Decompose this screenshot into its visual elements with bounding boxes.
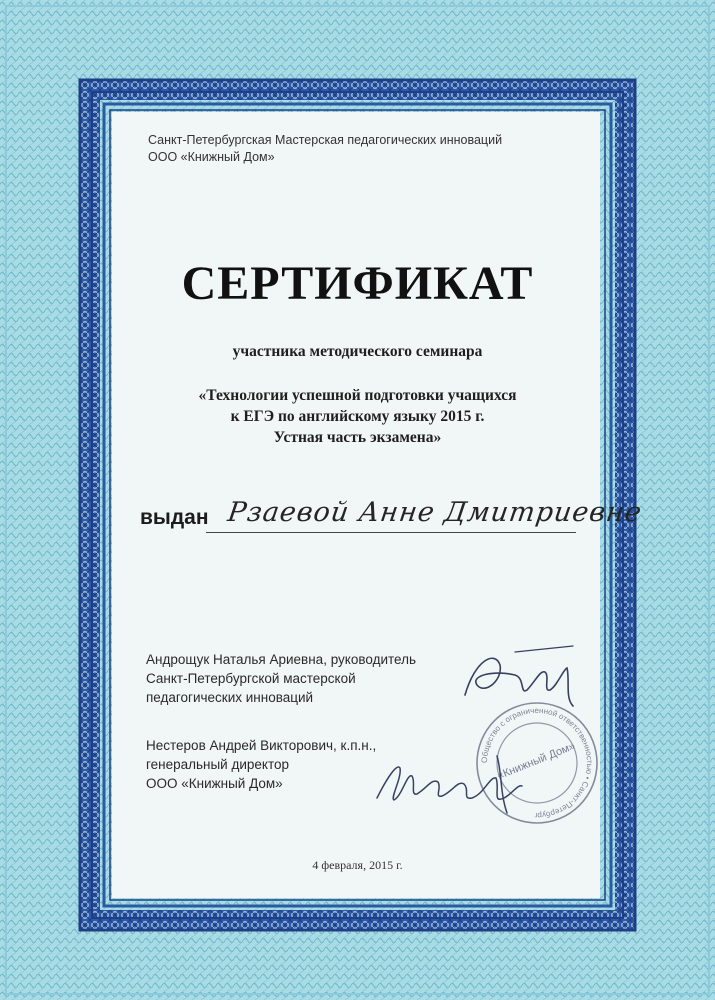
issued-to-label: выдан [140,506,209,529]
certificate-title: СЕРТИФИКАТ [181,257,534,310]
signatory-1-line: Санкт-Петербургской мастерской [146,671,356,686]
organization-name: Санкт-Петербургская Мастерская педагогических инноваций [148,133,503,147]
signatory-2-line: генеральный директор [146,757,290,772]
signatory-1-line: педагогических инноваций [146,690,314,705]
company-name: ООО «Книжный Дом» [148,150,275,164]
seminar-title-line: к ЕГЭ по английскому языку 2015 г. [230,408,485,425]
signatory-1-line: Андрощук Наталья Ариевна, руководитель [146,652,417,667]
issue-date: 4 февраля, 2015 г. [312,858,403,872]
recipient-underline [206,532,576,533]
recipient-name: Рзаевой Анне Дмитриевне [225,497,645,528]
certificate-subtitle: участника методического семинара [232,343,483,360]
seminar-title-line: «Технологии успешной подготовки учащихся [198,387,517,404]
svg-text:«Книжный Дом»: «Книжный Дом» [495,740,577,783]
svg-text:Общество с ограниченной ответс: Общество с ограниченной ответственностью • Санкт-Петербург [479,705,595,821]
signature-2 [372,748,542,818]
signatory-2-line: Нестеров Андрей Викторович, к.п.н., [146,738,377,753]
seminar-title-line: Устная часть экзамена» [273,429,442,446]
signatory-2-line: ООО «Книжный Дом» [146,776,283,791]
